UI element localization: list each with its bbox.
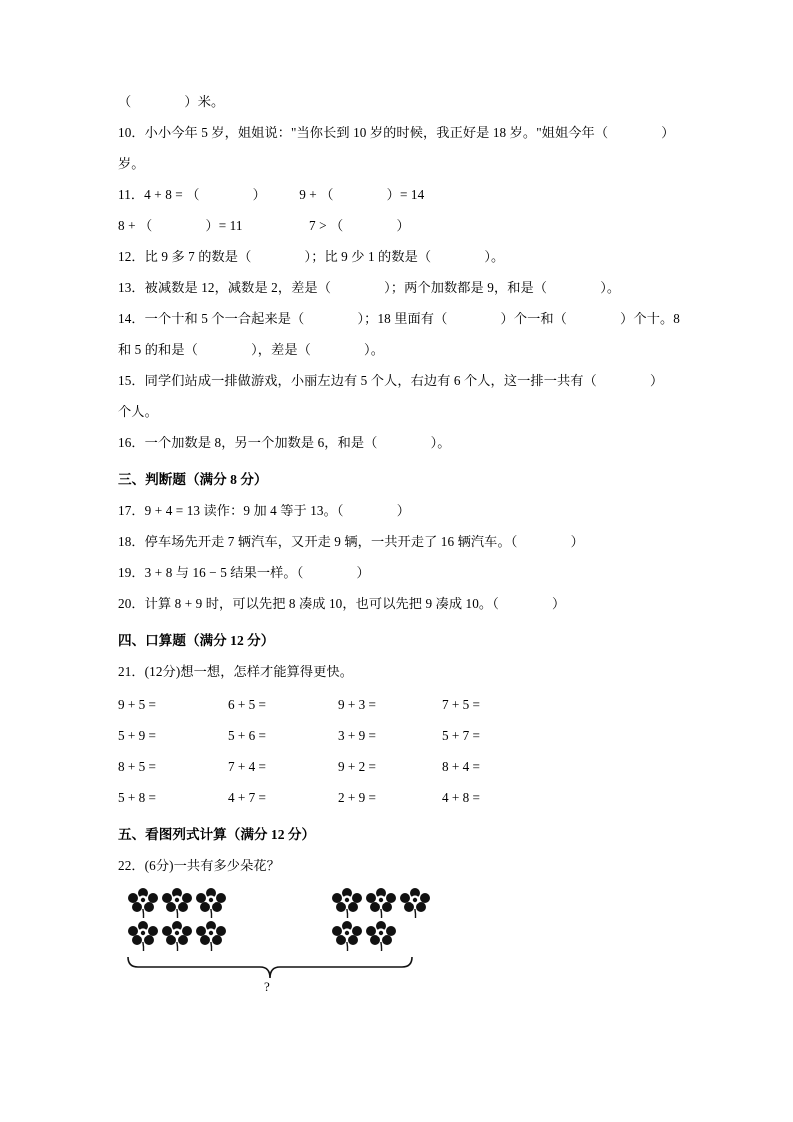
question-11: 11．4 + 8 = （ ） 9 + （ ）= 14 bbox=[118, 187, 425, 202]
oral-cell: 9 + 2 = bbox=[338, 759, 376, 774]
flower-icon bbox=[194, 920, 228, 953]
question-16: 16．一个加数是 8，另一个加数是 6，和是（ ）。 bbox=[118, 435, 451, 450]
section-heading-four: 四、口算题（满分 12 分） bbox=[118, 633, 275, 648]
question-21-prompt: 21．(12分)想一想，怎样才能算得更快。 bbox=[118, 664, 354, 679]
oral-cell: 5 + 6 = bbox=[228, 728, 266, 743]
oral-cell: 3 + 9 = bbox=[338, 728, 376, 743]
flower-icon bbox=[126, 920, 160, 953]
flower-icon bbox=[126, 887, 160, 920]
right-flower-group bbox=[330, 887, 438, 953]
question-15-cont: 个人。 bbox=[118, 404, 158, 419]
question-11-cont: 8 + （ ）= 11 7 > （ ） bbox=[118, 218, 410, 233]
oral-cell: 7 + 5 = bbox=[442, 697, 480, 712]
fill-blank-line-top: （ ）米。 bbox=[118, 94, 225, 109]
oral-cell: 4 + 8 = bbox=[442, 790, 480, 805]
oral-cell: 5 + 9 = bbox=[118, 728, 156, 743]
flower-icon bbox=[364, 920, 398, 953]
question-20: 20．计算 8 + 9 时，可以先把 8 凑成 10，也可以先把 9 凑成 10。（ ） bbox=[118, 596, 566, 611]
oral-cell: 5 + 7 = bbox=[442, 728, 480, 743]
flower-icon bbox=[160, 920, 194, 953]
oral-cell: 2 + 9 = bbox=[338, 790, 376, 805]
question-19: 19．3 + 8 与 16 − 5 结果一样。（ ） bbox=[118, 565, 370, 580]
section-heading-three: 三、判断题（满分 8 分） bbox=[118, 472, 268, 487]
question-22-prompt: 22．(6分)一共有多少朵花？ bbox=[118, 858, 280, 873]
question-18: 18．停车场先开走 7 辆汽车，又开走 9 辆，一共开走了 16 辆汽车。（ ） bbox=[118, 534, 584, 549]
oral-cell: 7 + 4 = bbox=[228, 759, 266, 774]
question-10: 10．小小今年 5 岁，姐姐说："当你长到 10 岁的时候，我正好是 18 岁。"姐姐今年（ ） bbox=[118, 125, 675, 140]
oral-cell: 4 + 7 = bbox=[228, 790, 266, 805]
flower-icon bbox=[364, 887, 398, 920]
oral-cell: 8 + 4 = bbox=[442, 759, 480, 774]
oral-cell: 5 + 8 = bbox=[118, 790, 156, 805]
oral-cell: 8 + 5 = bbox=[118, 759, 156, 774]
brace-icon bbox=[126, 955, 414, 981]
flower-icon bbox=[330, 887, 364, 920]
question-10-cont: 岁。 bbox=[118, 156, 145, 171]
left-flower-group bbox=[126, 887, 234, 953]
oral-cell: 9 + 3 = bbox=[338, 697, 376, 712]
oral-computation-grid bbox=[118, 689, 681, 813]
section-heading-five: 五、看图列式计算（满分 12 分） bbox=[118, 827, 316, 842]
flower-icon bbox=[398, 887, 432, 920]
flower-icon bbox=[160, 887, 194, 920]
oral-cell: 6 + 5 = bbox=[228, 697, 266, 712]
oral-row bbox=[118, 720, 681, 751]
question-14-cont: 和 5 的和是（ ），差是（ ）。 bbox=[118, 342, 385, 357]
question-12: 12．比 9 多 7 的数是（ ）；比 9 少 1 的数是（ ）。 bbox=[118, 249, 505, 264]
oral-cell: 9 + 5 = bbox=[118, 697, 156, 712]
question-mark-label: ? bbox=[264, 979, 270, 994]
flower-icon bbox=[330, 920, 364, 953]
oral-row bbox=[118, 782, 681, 813]
flower-icon bbox=[194, 887, 228, 920]
oral-row bbox=[118, 689, 681, 720]
question-15: 15．同学们站成一排做游戏，小丽左边有 5 个人，右边有 6 个人，这一排一共有（ ） bbox=[118, 373, 664, 388]
oral-row bbox=[118, 751, 681, 782]
question-14: 14．一个十和 5 个一合起来是（ ）；18 里面有（ ）个一和（ ）个十。8 bbox=[118, 311, 680, 326]
question-17: 17．9 + 4 = 13 读作：9 加 4 等于 13。（ ） bbox=[118, 503, 411, 518]
question-13: 13．被减数是 12，减数是 2，差是（ ）；两个加数都是 9，和是（ ）。 bbox=[118, 280, 621, 295]
flower-picture bbox=[118, 887, 681, 997]
